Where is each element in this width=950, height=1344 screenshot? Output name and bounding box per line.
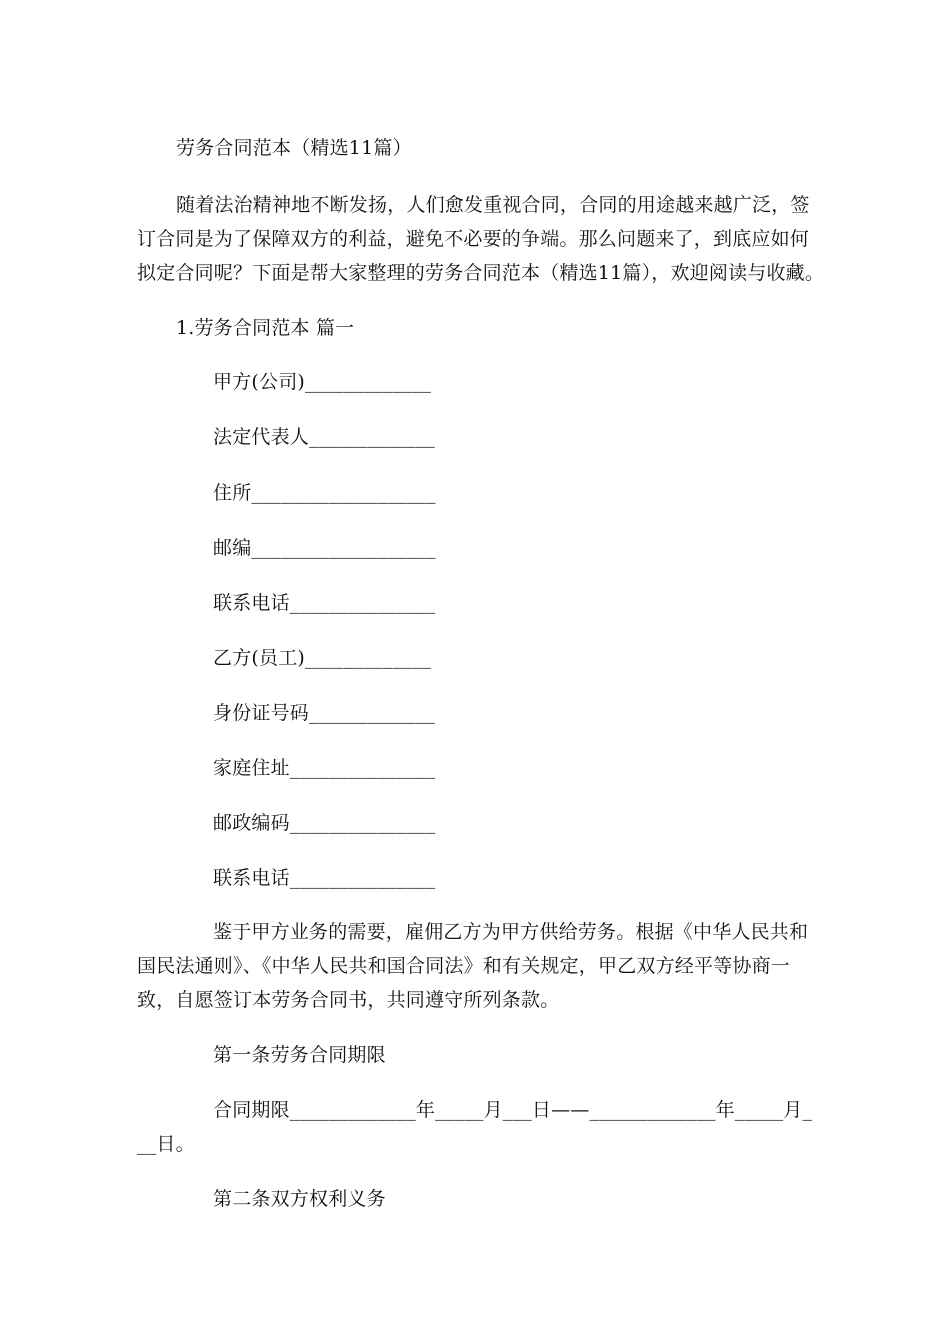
- document-title: 劳务合同范本（精选11篇）: [176, 137, 412, 159]
- article-1-body-line-2: __日。: [137, 1133, 195, 1155]
- intro-line-2: 订合同是为了保障双方的利益，避免不必要的争端。那么问题来了，到底应如何: [137, 228, 810, 250]
- field-party-b: 乙方(员工)_____________: [213, 647, 432, 669]
- field-phone-b: 联系电话_______________: [213, 867, 436, 889]
- article-2-title: 第二条双方权利义务: [213, 1188, 386, 1210]
- intro-line-1: 随着法治精神地不断发扬，人们愈发重视合同，合同的用途越来越广泛，签: [176, 194, 810, 216]
- field-id-number: 身份证号码_____________: [213, 702, 436, 724]
- preamble-line-2: 国民法通则》、《中华人民共和国合同法》和有关规定，甲乙双方经平等协商一: [137, 955, 791, 977]
- article-1-title: 第一条劳务合同期限: [213, 1044, 386, 1066]
- intro-line-3: 拟定合同呢？下面是帮大家整理的劳务合同范本（精选11篇），欢迎阅读与收藏。: [137, 262, 825, 284]
- field-party-a: 甲方(公司)_____________: [213, 371, 432, 393]
- field-postcode: 邮编___________________: [213, 537, 436, 559]
- article-1-body-line-1: 合同期限_____________年_____月___日——_____________年_____月_: [213, 1099, 813, 1121]
- field-postal-code: 邮政编码_______________: [213, 812, 436, 834]
- field-address: 住所___________________: [213, 482, 436, 504]
- preamble-line-1: 鉴于甲方业务的需要，雇佣乙方为甲方供给劳务。根据《中华人民共和: [213, 921, 809, 943]
- field-phone-a: 联系电话_______________: [213, 592, 436, 614]
- field-legal-rep: 法定代表人_____________: [213, 426, 436, 448]
- section-heading: 1.劳务合同范本 篇一: [176, 317, 355, 339]
- preamble-line-3: 致，自愿签订本劳务合同书，共同遵守所列条款。: [137, 989, 560, 1011]
- field-home-address: 家庭住址_______________: [213, 757, 436, 779]
